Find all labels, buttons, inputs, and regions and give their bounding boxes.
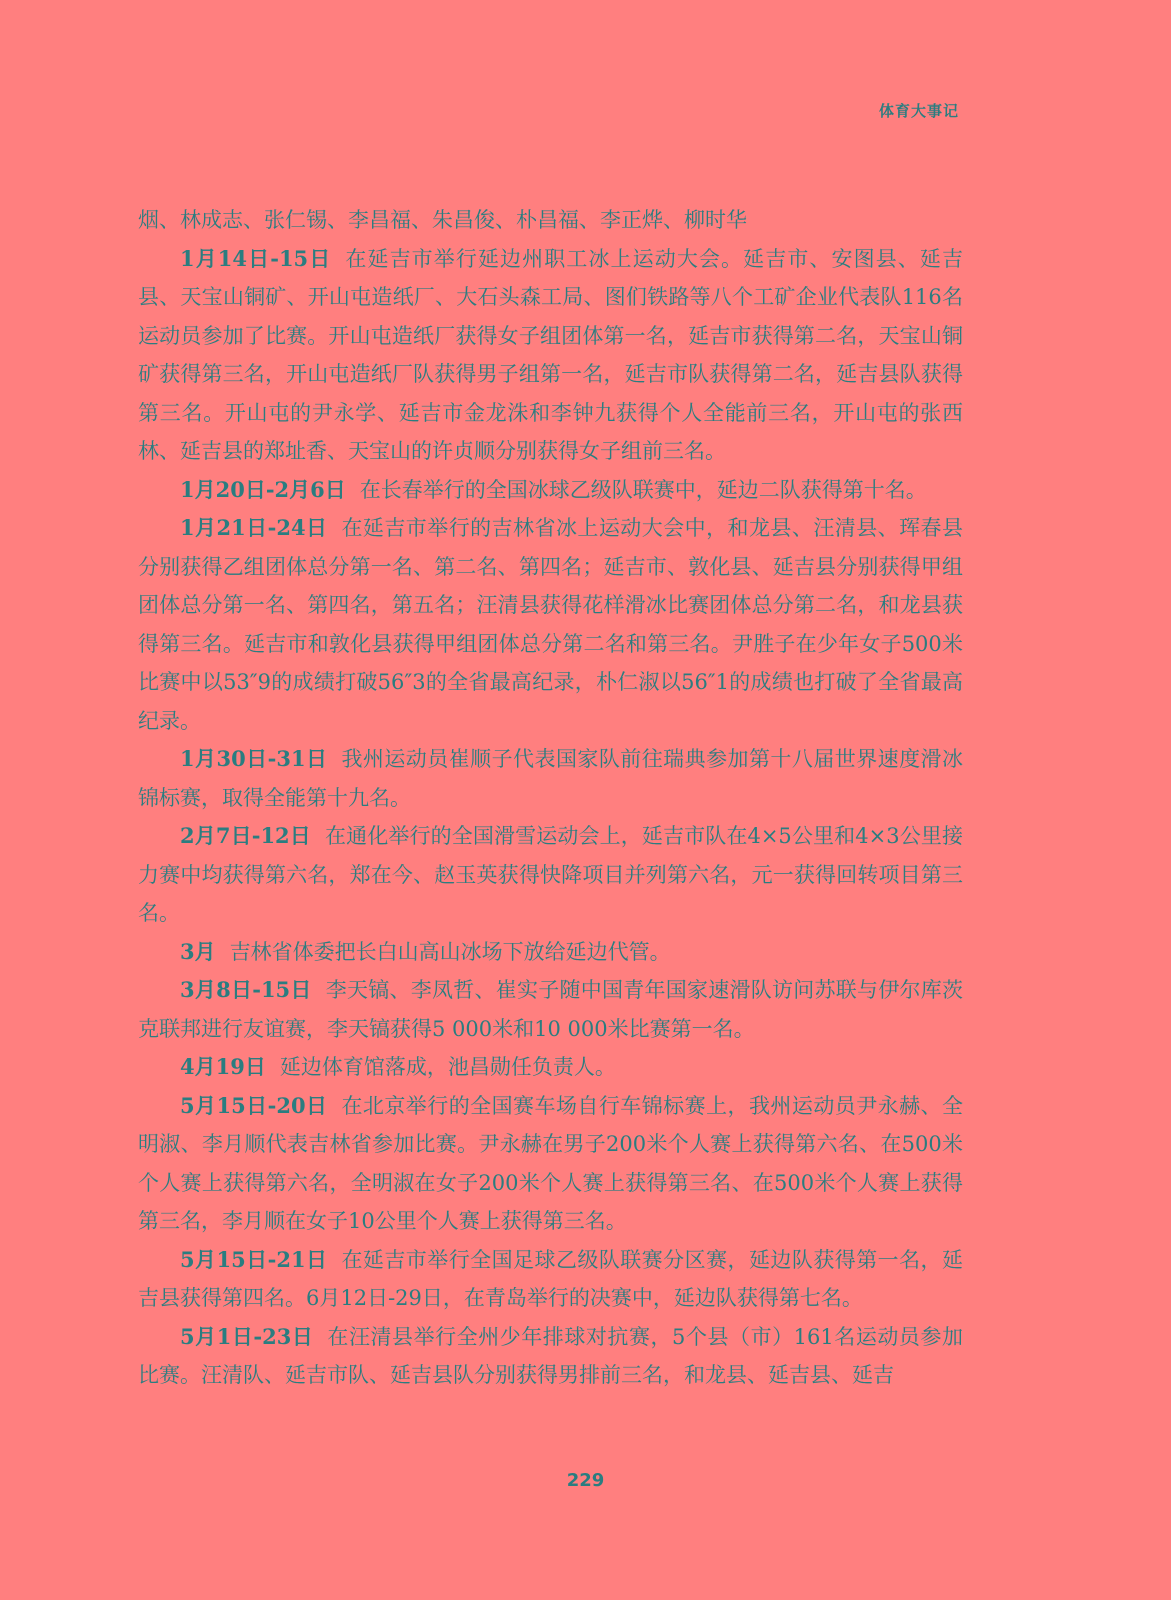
entry-text: 在北京举行的全国赛车场自行车锦标赛上，我州运动员尹永赫、全明淑、李月顺代表吉林省参加比赛。尹永赫在男子200米个人赛上获得第六名、在500米个人赛上获得第六名，全明淑在女子200米个人赛上获得第三名、在500米个人赛上获得第三名，李月顺在女子10公里个人赛上获得第三名。	[138, 1093, 963, 1233]
entry-date: 5月1日-23日	[180, 1323, 314, 1349]
chronicle-entry	[138, 971, 963, 1048]
entry-date: 1月20日-2月6日	[180, 476, 346, 502]
chronicle-entry	[138, 933, 963, 972]
chronicle-entry	[138, 471, 963, 510]
entry-text: 在汪清县举行全州少年排球对抗赛，5个县（市）161名运动员参加比赛。汪清队、延吉市队、延吉县队分别获得男排前三名，和龙县、延吉县、延吉	[138, 1324, 963, 1387]
chronicle-entry	[138, 1241, 963, 1318]
entry-date: 3月	[180, 938, 216, 964]
entry-text: 在通化举行的全国滑雪运动会上，延吉市队在4×5公里和4×3公里接力赛中均获得第六名，郑在今、赵玉英获得快降项目并列第六名，元一获得回转项目第三名。	[138, 824, 963, 925]
body-text	[138, 201, 963, 1395]
chronicle-entry	[138, 817, 963, 933]
entry-text: 在延吉市举行全国足球乙级队联赛分区赛，延边队获得第一名，延吉县获得第四名。6月12日-29日，在青岛举行的决赛中，延边队获得第七名。	[138, 1247, 963, 1310]
entry-date: 5月15日-21日	[180, 1246, 328, 1272]
entry-date: 2月7日-12日	[180, 823, 311, 848]
entry-date: 1月21日-24日	[180, 515, 328, 540]
continuation-paragraph: 烟、林成志、张仁锡、李昌福、朱昌俊、朴昌福、李正烨、柳时华	[138, 208, 747, 232]
chronicle-entry	[138, 1087, 963, 1241]
chronicle-entry	[138, 1048, 963, 1087]
entry-date: 5月15日-20日	[180, 1092, 328, 1118]
entry-date: 4月19日	[180, 1054, 266, 1079]
entry-text: 在长春举行的全国冰球乙级队联赛中，延边二队获得第十名。	[359, 477, 927, 502]
entry-text: 我州运动员崔顺子代表国家队前往瑞典参加第十八届世界速度滑冰锦标赛，取得全能第十九名。	[138, 747, 963, 810]
entry-text: 延边体育馆落成，池昌勋任负责人。	[279, 1055, 616, 1079]
entry-text: 李天镐、李凤哲、崔实子随中国青年国家速滑队访问苏联与伊尔库茨克联邦进行友谊赛，李天镐获得5 000米和10 000米比赛第一名。	[138, 978, 963, 1041]
page-number: 229	[566, 1470, 605, 1491]
entry-text: 在延吉市举行延边州职工冰上运动大会。延吉市、安图县、延吉县、天宝山铜矿、开山屯造纸厂、大石头森工局、图们铁路等八个工矿企业代表队116名运动员参加了比赛。开山屯造纸厂获得女子组团体第一名，延吉市获得第二名，天宝山铜矿获得第三名，开山屯造纸厂队获得男子组第一名，延吉市队获得第二名，延吉县队获得第三名。开山屯的尹永学、延吉市金龙洙和李钟九获得个人全能前三名，开山屯的张西林、延吉县的郑址香、天宝山的许贞顺分别获得女子组前三名。	[138, 246, 964, 463]
chronicle-entry	[138, 1318, 963, 1395]
entry-date: 3月8日-15日	[180, 977, 312, 1002]
entry-date: 1月14日-15日	[180, 245, 332, 271]
entry-text: 吉林省体委把长白山高山冰场下放给延边代管。	[229, 939, 671, 964]
entry-date: 1月30日-31日	[180, 746, 328, 771]
entry-text: 在延吉市举行的吉林省冰上运动大会中，和龙县、汪清县、珲春县分别获得乙组团体总分第一名、第二名、第四名；延吉市、敦化县、延吉县分别获得甲组团体总分第一名、第四名，第五名；汪清县获得花样滑冰比赛团体总分第二名，和龙县获得第三名。延吉市和敦化县获得甲组团体总分第二名和第三名。尹胜子在少年女子500米比赛中以53″9的成绩打破56″3的全省最高纪录，朴仁淑以56″1的成绩也打破了全省最高纪录。	[138, 516, 963, 733]
running-header: 体育大事记	[879, 102, 960, 120]
chronicle-entry	[138, 240, 963, 471]
chronicle-entry	[138, 740, 963, 817]
chronicle-entry	[138, 509, 963, 740]
